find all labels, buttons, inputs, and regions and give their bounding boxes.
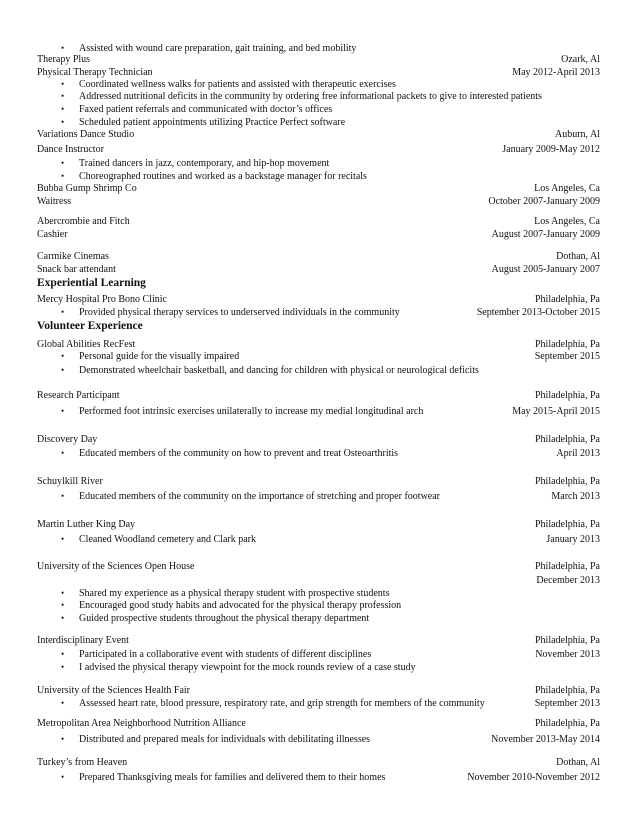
entry-text: Demonstrated wheelchair basketball, and dancing for children with physical or neurological deficits <box>79 365 479 376</box>
section-heading <box>37 320 600 333</box>
entry-line <box>37 195 600 208</box>
entry-line <box>37 389 600 402</box>
entry-text: Metropolitan Area Neighborhood Nutrition Alliance <box>37 718 246 729</box>
bullet-icon: • <box>61 448 65 458</box>
bullet-item <box>37 661 600 674</box>
entry-text: Assisted with wound care preparation, gait training, and bed mobility <box>79 43 357 54</box>
bullet-item <box>37 612 600 625</box>
entry-text: Addressed nutritional deficits in the community by ordering free informational packets to give to interested patients <box>79 91 542 102</box>
entry-right-text: Los Angeles, Ca <box>534 183 600 194</box>
entry-text: Physical Therapy Technician <box>37 67 153 78</box>
entry-text: Choreographed routines and worked as a backstage manager for recitals <box>79 171 367 182</box>
section-heading <box>37 277 600 290</box>
entry-line <box>37 128 600 141</box>
entry-text: I advised the physical therapy viewpoint for the mock rounds review of a case study <box>79 662 416 673</box>
bullet-item <box>37 350 600 363</box>
entry-text: Cleaned Woodland cemetery and Clark park <box>79 534 257 545</box>
bullet-item <box>37 447 600 460</box>
entry-text: Cashier <box>37 229 68 240</box>
entry-text: Research Participant <box>37 390 120 401</box>
bullet-icon: • <box>61 406 65 416</box>
entry-text: Discovery Day <box>37 434 98 445</box>
bullet-item <box>37 157 600 170</box>
entry-line <box>37 756 600 769</box>
entry-right-text: January 2009-May 2012 <box>502 144 600 155</box>
bullet-icon: • <box>61 307 65 317</box>
entry-text: Educated members of the community on how to prevent and treat Osteoarthritis <box>79 448 399 459</box>
entry-line <box>37 518 600 531</box>
entry-right-text: January 2013 <box>546 534 600 545</box>
bullet-icon: • <box>61 171 65 181</box>
entry-right-text: September 2013 <box>534 698 600 709</box>
entry-text: Guided prospective students throughout the physical therapy department <box>79 613 370 624</box>
bullet-item <box>37 733 600 746</box>
entry-text: Turkey’s from Heaven <box>37 757 128 768</box>
entry-text: Assessed heart rate, blood pressure, respiratory rate, and grip strength for members of the community <box>79 698 485 709</box>
entry-text: Personal guide for the visually impaired <box>79 351 240 362</box>
entry-text: Prepared Thanksgiving meals for families and delivered them to their homes <box>79 772 386 783</box>
entry-line <box>37 143 600 156</box>
bullet-item <box>37 533 600 546</box>
entry-right-text: Philadelphia, Pa <box>535 635 600 646</box>
entry-text: Schuylkill River <box>37 476 103 487</box>
entry-text: Martin Luther King Day <box>37 519 136 530</box>
entry-right-text: Ozark, Al <box>561 54 600 65</box>
bullet-item <box>37 405 600 418</box>
bullet-icon: • <box>61 158 65 168</box>
entry-text: Variations Dance Studio <box>37 129 135 140</box>
entry-right-text: August 2005-January 2007 <box>491 264 600 275</box>
bullet-icon: • <box>61 534 65 544</box>
entry-text: Carmike Cinemas <box>37 251 109 262</box>
entry-right-text: Auburn, Al <box>555 129 600 140</box>
bullet-icon: • <box>61 613 65 623</box>
entry-text: Interdisciplinary Event <box>37 635 129 646</box>
entry-right-text: Philadelphia, Pa <box>535 390 600 401</box>
entry-right-text: Philadelphia, Pa <box>535 339 600 350</box>
bullet-item <box>37 490 600 503</box>
bullet-icon: • <box>61 772 65 782</box>
entry-text: Dance Instructor <box>37 144 104 155</box>
bullet-icon: • <box>61 91 65 101</box>
entry-text: Provided physical therapy services to underserved individuals in the community <box>79 307 400 318</box>
entry-right-text: Philadelphia, Pa <box>535 519 600 530</box>
entry-text: Encouraged good study habits and advocated for the physical therapy profession <box>79 600 402 611</box>
entry-text: University of the Sciences Open House <box>37 561 195 572</box>
entry-right-text: September 2013-October 2015 <box>476 307 600 318</box>
entry-line <box>37 634 600 647</box>
entry-right-text: May 2012-April 2013 <box>512 67 600 78</box>
entry-right-text: Philadelphia, Pa <box>535 685 600 696</box>
bullet-item <box>37 771 600 784</box>
bullet-icon: • <box>61 117 65 127</box>
entry-text: Performed foot intrinsic exercises unilaterally to increase my medial longitudinal arch <box>79 406 424 417</box>
entry-text: Coordinated wellness walks for patients and assisted with therapeutic exercises <box>79 79 396 90</box>
bullet-icon: • <box>61 365 65 375</box>
entry-line <box>37 684 600 697</box>
entry-text: University of the Sciences Health Fair <box>37 685 191 696</box>
entry-right-text: Philadelphia, Pa <box>535 476 600 487</box>
entry-right-text: November 2013-May 2014 <box>491 734 600 745</box>
bullet-icon: • <box>61 734 65 744</box>
entry-right-text: Philadelphia, Pa <box>535 294 600 305</box>
entry-right-text: October 2007-January 2009 <box>488 196 600 207</box>
entry-text: Bubba Gump Shrimp Co <box>37 183 137 194</box>
entry-line <box>37 475 600 488</box>
entry-text: Scheduled patient appointments utilizing Practice Perfect software <box>79 117 346 128</box>
bullet-icon: • <box>61 662 65 672</box>
entry-text: Mercy Hospital Pro Bono Clinic <box>37 294 167 305</box>
entry-line <box>37 250 600 263</box>
entry-text: Educated members of the community on the importance of stretching and proper footwear <box>79 491 440 502</box>
entry-line <box>37 293 600 306</box>
entry-text: Trained dancers in jazz, contemporary, and hip-hop movement <box>79 158 330 169</box>
bullet-icon: • <box>61 588 65 598</box>
bullet-item <box>37 90 600 103</box>
entry-text: Faxed patient referrals and communicated with doctor’s offices <box>79 104 333 115</box>
entry-right-text: March 2013 <box>551 491 600 502</box>
entry-line <box>37 560 600 573</box>
entry-right-text: Dothan, Al <box>556 251 600 262</box>
bullet-item <box>37 103 600 116</box>
entry-right-text: Philadelphia, Pa <box>535 434 600 445</box>
bullet-item <box>37 306 600 319</box>
bullet-icon: • <box>61 79 65 89</box>
entry-text: Global Abilities RecFest <box>37 339 136 350</box>
entry-line <box>37 574 600 587</box>
bullet-item <box>37 648 600 661</box>
entry-right-text: Dothan, Al <box>556 757 600 768</box>
entry-right-text: November 2013 <box>535 649 600 660</box>
entry-text: Therapy Plus <box>37 54 91 65</box>
entry-text: Participated in a collaborative event with students of different disciplines <box>79 649 372 660</box>
bullet-item <box>37 697 600 710</box>
entry-line <box>37 215 600 228</box>
entry-text: Volunteer Experience <box>37 320 143 332</box>
entry-right-text: Philadelphia, Pa <box>535 561 600 572</box>
entry-right-text: November 2010-November 2012 <box>467 772 600 783</box>
entry-line <box>37 182 600 195</box>
entry-line <box>37 433 600 446</box>
entry-right-text: December 2013 <box>536 575 600 586</box>
bullet-item <box>37 364 600 377</box>
entry-line <box>37 228 600 241</box>
bullet-icon: • <box>61 43 65 53</box>
entry-right-text: May 2015-April 2015 <box>512 406 600 417</box>
bullet-icon: • <box>61 698 65 708</box>
entry-text: Abercrombie and Fitch <box>37 216 130 227</box>
entry-right-text: August 2007-January 2009 <box>491 229 600 240</box>
entry-text: Waitress <box>37 196 72 207</box>
entry-right-text: Los Angeles, Ca <box>534 216 600 227</box>
entry-text: Distributed and prepared meals for individuals with debilitating illnesses <box>79 734 371 745</box>
bullet-icon: • <box>61 491 65 501</box>
bullet-item <box>37 599 600 612</box>
entry-line <box>37 717 600 730</box>
bullet-icon: • <box>61 351 65 361</box>
entry-text: Snack bar attendant <box>37 264 116 275</box>
bullet-icon: • <box>61 600 65 610</box>
entry-right-text: September 2015 <box>534 351 600 362</box>
bullet-icon: • <box>61 104 65 114</box>
entry-right-text: Philadelphia, Pa <box>535 718 600 729</box>
bullet-icon: • <box>61 649 65 659</box>
entry-right-text: April 2013 <box>556 448 600 459</box>
entry-text: Shared my experience as a physical therapy student with prospective students <box>79 588 390 599</box>
entry-line <box>37 53 600 66</box>
entry-text: Experiential Learning <box>37 277 146 289</box>
entry-line <box>37 263 600 276</box>
